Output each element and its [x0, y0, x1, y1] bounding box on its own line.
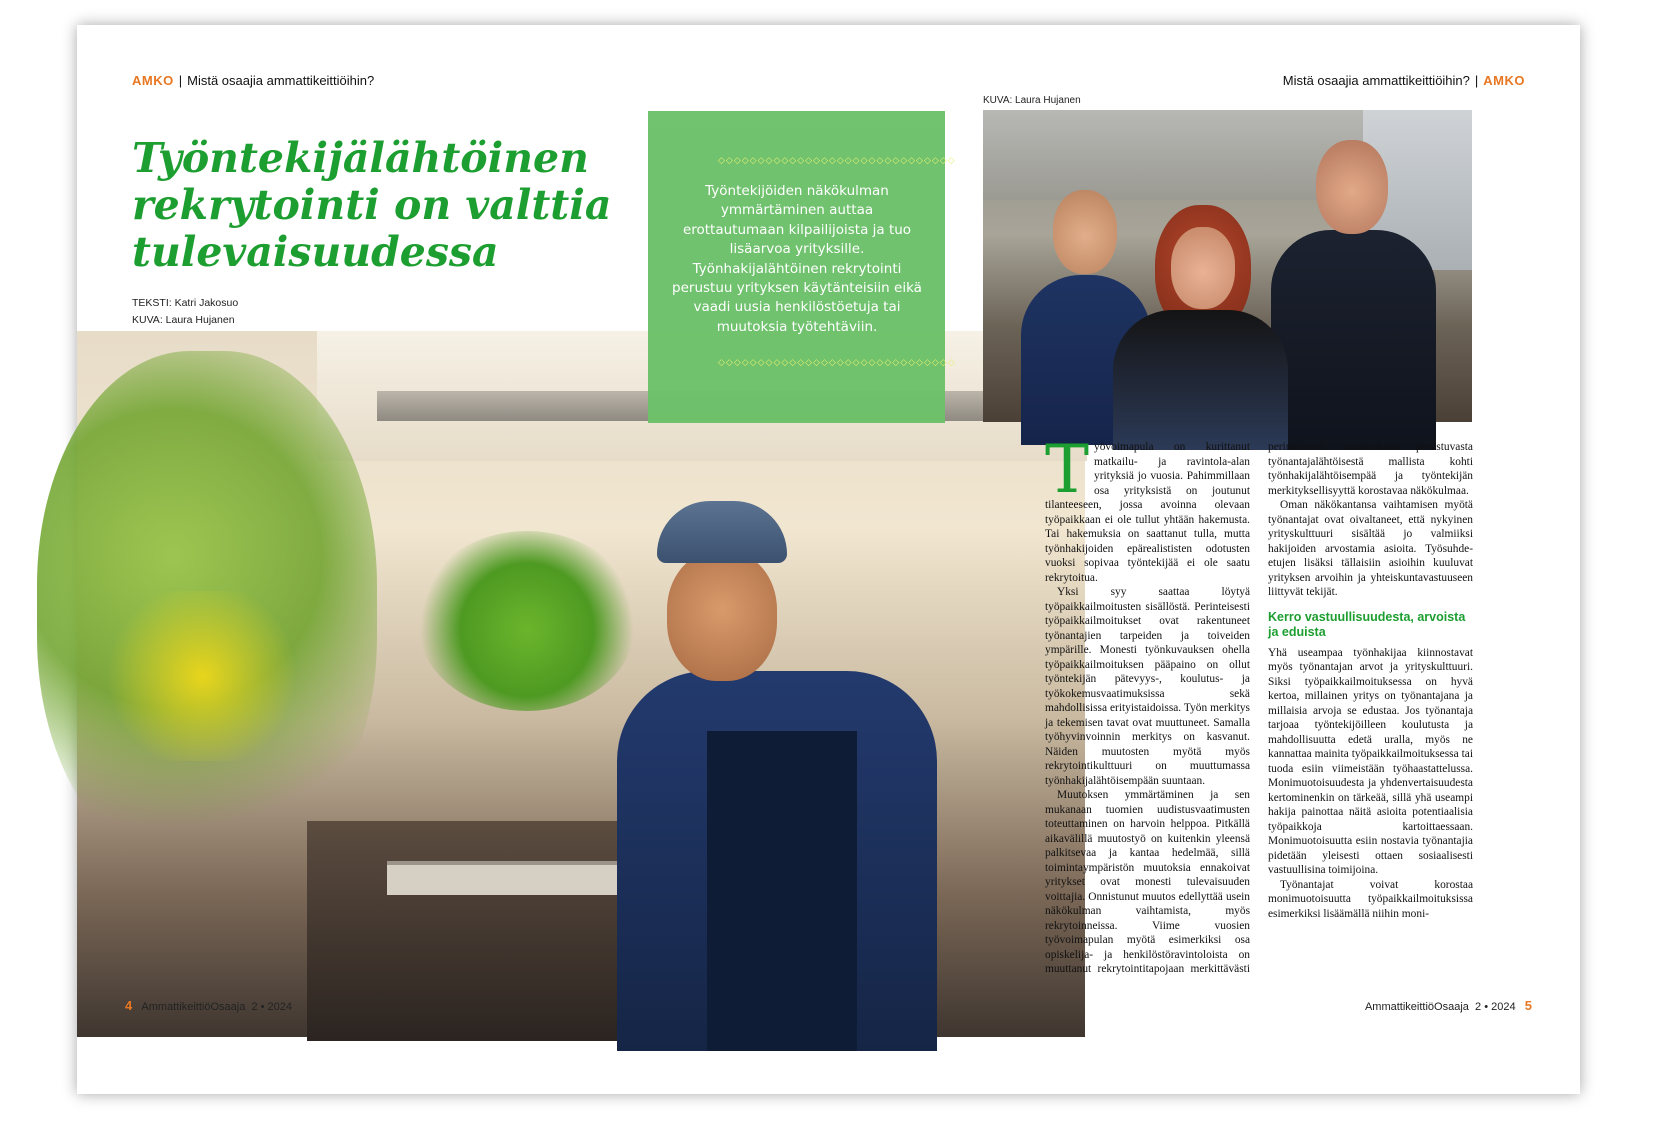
issue-number: 2 • 2024 — [1475, 1001, 1516, 1013]
header-brand: AMKO — [1483, 73, 1525, 88]
article-credits — [132, 295, 238, 329]
magazine-name: AmmattikeittiöOsaaja — [1364, 1001, 1469, 1013]
text-credit: TEKSTI: Katri Jakosuo — [132, 297, 239, 309]
article-paragraph: Yksi syy saattaa löytyä työpaikkailmoitusten sisällöstä. Perinteisesti työpaikkailmoitukset ovat rakentuneet työnantajien tarpeiden ja toiveiden ympärille. Monesti työnkuvauksen ohella työpaikkailmoituksen pääpaino on ollut työntekijän pätevyys-, koulutus- ja työkokemusvaatimuksissa sekä mahdollisissa erityistaidoissa. Työn merkitys ja tekemisen tavat ovat muuttuneet. Samalla työhyvinvoinnin merkitys on kasvanut. Näiden muutosten myötä myös rekrytointikulttuuri on muuttumassa työnhakijalähtöisempään suuntaan. — [1045, 586, 1250, 787]
header-section: Mistä osaajia ammattikeittiöihin? — [187, 73, 375, 88]
person-head — [1316, 140, 1388, 234]
issue-number: 2 • 2024 — [251, 1001, 293, 1013]
chef-face — [667, 551, 777, 681]
magazine-spread — [77, 25, 1580, 1094]
article-subheading: Kerro vastuullisuudesta, arvoista ja eduista — [1268, 609, 1466, 639]
person-head — [1053, 190, 1117, 274]
article-paragraph: Muutoksen ymmärtäminen ja sen mukanaan tuomien uudistusvaatimusten toteuttaminen on harvoin helppoa. Pitkällä aikavälillä muutostyö on kuitenkin yleensä palkitsevaa ja kantaa hedelmää, sillä toimintaympäristön muutoksia ennakoivat yritykset ovat monesti tulevaisuuden voittajia. Onnistunut muutos edellyttää usein näkökulman vaihtamista, myös rekrytoinneissa. Viime vuosien työvoimapulan myötä esimerkiksi osa opiskelija- ja henkilöstöravintoloista on muuttanut rekrytointitapojaan merkittävästi perinteisestä vaatimuksiin perustuvasta työnantajalähtöisestä mallista kohti työnhakijalähtöisempää ja työntekijän merkityksellisyyttä korostavaa näkökulmaa. — [1045, 441, 1473, 975]
chef-cap — [657, 501, 787, 563]
photo-credit: KUVA: Laura Hujanen — [132, 314, 235, 326]
chef-apron — [707, 731, 857, 1051]
magazine-name: AmmattikeittiöOsaaja — [141, 1001, 246, 1013]
pull-quote-box — [648, 111, 956, 423]
main-photo-chef — [77, 331, 1085, 1037]
article-paragraph: Työvoimapula on kurittanut matkailu- ja ravintola-alan yrityksiä jo vuosia. Pahimmillaan osa yrityksistä on joutunut tilanteeseen, jossa avoinna olevaan työpaikkaan ei ole tullut yhtään hakemusta. Tai hakemuksia on saattanut tulla, mutta työnhakijoiden epärealististen odotusten vuoksi sopivaa työntekijää ei ole saatu rekrytoitua. — [1045, 431, 1250, 584]
page-number: 4 — [125, 998, 133, 1013]
article-title: Työntekijälähtöinen rekrytointi on valttia tulevaisuudessa — [132, 134, 612, 276]
quote-ornament-bottom: ◇◇◇◇◇◇◇◇◇◇◇◇◇◇◇◇◇◇◇◇◇◇◇◇◇◇◇◇◇◇ — [718, 357, 956, 367]
header-section: Mistä osaajia ammattikeittiöihin? — [1282, 73, 1470, 88]
chef-figure — [617, 501, 937, 1041]
footer-left — [125, 998, 292, 1013]
blurred-flower — [97, 591, 307, 761]
header-separator: | — [1474, 73, 1479, 88]
header-brand: AMKO — [132, 73, 174, 88]
running-header-right — [1283, 73, 1525, 88]
person-torso — [1271, 230, 1436, 450]
footer-right — [1365, 998, 1532, 1013]
quote-ornament-top: ◇◇◇◇◇◇◇◇◇◇◇◇◇◇◇◇◇◇◇◇◇◇◇◇◇◇◇◇◇◇ — [718, 155, 956, 165]
herb-plant — [417, 531, 637, 711]
team-photo-credit: KUVA: Laura Hujanen — [983, 95, 1081, 106]
person-torso — [1113, 310, 1288, 450]
article-paragraph: Oman näkökantansa vaihtamisen myötä työnantajat ovat oivaltaneet, että nykyinen yrityskulttuuri sisältää jo valmiiksi hakijoiden arvostamia asioita. Työsuhde-etujen lisäksi tällaisiin asioihin kuuluvat yrityksen arvoihin ja yhteiskuntavastuuseen liittyvät tekijät. — [1268, 499, 1473, 598]
person-right — [1271, 130, 1436, 440]
person-head — [1171, 227, 1235, 309]
person-middle — [1113, 205, 1288, 445]
team-photo — [983, 110, 1472, 422]
article-paragraph: Yhä useampaa työnhakijaa kiinnostavat myös työnantajan arvot ja yrityskulttuuri. Siksi työpaikkailmoituksessa on hyvä kertoa, millainen yritys on työnantajana ja millaisia arvoja se edustaa. Jos työnantaja tarjoaa työntekijöilleen koulutusta ja mahdollisuutta edetä uralla, myös ne kannattaa mainita työpaikkailmoituksessa tai tuoda esiin viimeistään työhaastattelussa. Monimuotoisuudesta ja yhdenvertaisuudesta kertominenkin on tärkeää, sillä yhä useampi hakija painottaa näitä asioita potentiaalisia työpaikkoja kartoittaessaan. Monimuotoisuutta esiin nostavia työnantajia pidetään yleisesti ottaen sosiaalisesti vastuullisina toimijoina. — [1268, 646, 1473, 876]
running-header-left — [132, 73, 374, 88]
article-body — [1045, 431, 1473, 990]
pull-quote-text: Työntekijöiden näkökulman ymmärtäminen auttaa erottautumaan kilpailijoista ja tuo lisäarvoa yrityksille. Työnhakijalähtöinen rekrytointi perustuu yrityksen käytänteisiin eikä vaadi uusia henkilöstöetuja tai muutoksia työtehtäviin. — [672, 183, 922, 335]
article-paragraph: Työnantajat voivat korostaa monimuotoisuutta työpaikkailmoituksissa esimerkiksi lisäämällä niihin moni- — [1268, 878, 1473, 920]
page-number: 5 — [1524, 998, 1532, 1013]
header-separator: | — [178, 73, 183, 88]
